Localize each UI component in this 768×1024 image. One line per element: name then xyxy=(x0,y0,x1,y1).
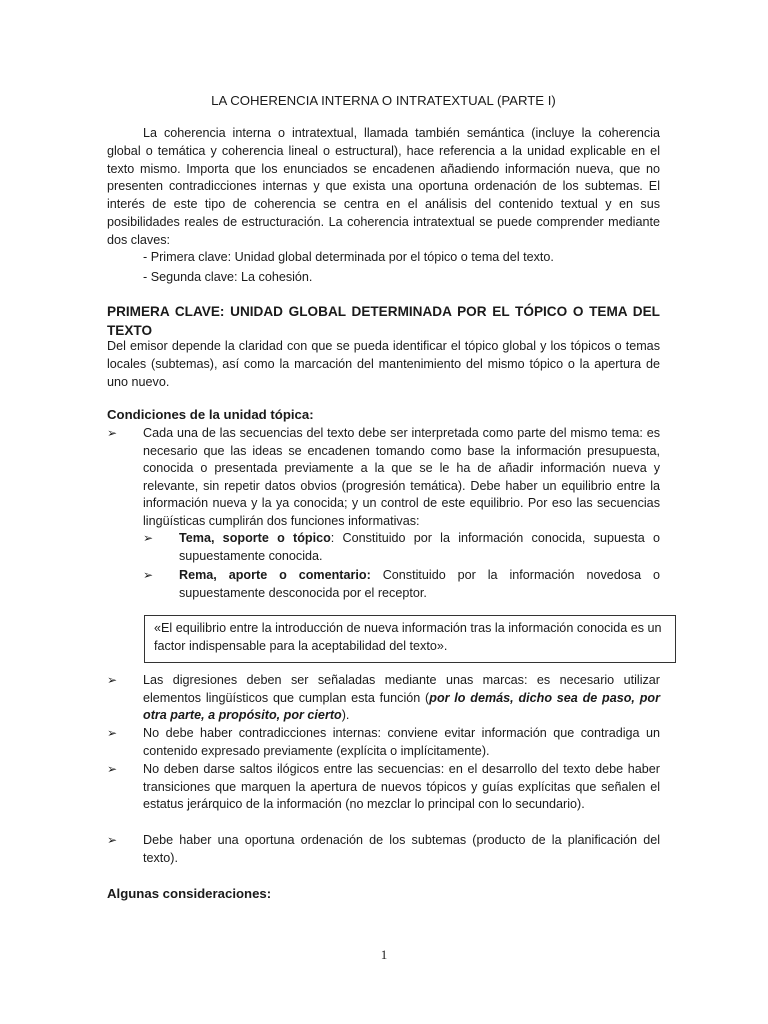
considerations-heading: Algunas consideraciones: xyxy=(107,886,272,901)
page-number: 1 xyxy=(380,947,388,962)
sub-bullet-text: Rema, aporte o comentario: Constituido por la información novedosa o supuestamente desconocida por el receptor. xyxy=(179,568,660,600)
conditions-heading: Condiciones de la unidad tópica: xyxy=(107,407,314,422)
bullet-text: Las digresiones deben ser señaladas mediante unas marcas: es necesario utilizar elementos lingüísticos que cumplan esta función (por lo demás, dicho sea de paso, por otra parte, a propósito, por cierto). xyxy=(143,673,660,723)
arrow-bullet-icon: ➢ xyxy=(107,426,118,440)
key-item-2: - Segunda clave: La cohesión. xyxy=(143,270,313,284)
key-item-1: - Primera clave: Unidad global determinada por el tópico o tema del texto. xyxy=(143,250,554,264)
section1-paragraph: Del emisor depende la claridad con que se pueda identificar el tópico global y los tópicos o temas locales (subtemas), así como la marcación del mantenimiento del mismo tópico o la apertura de uno nuevo. xyxy=(107,339,660,389)
section1-heading: PRIMERA CLAVE: UNIDAD GLOBAL DETERMINADA POR EL TÓPICO O TEMA DEL TEXTO xyxy=(107,304,660,338)
document-title: LA COHERENCIA INTERNA O INTRATEXTUAL (PARTE I) xyxy=(211,93,556,108)
arrow-bullet-icon: ➢ xyxy=(107,673,118,687)
sub-bullet-text: Tema, soporte o tópico: Constituido por la información conocida, supuesta o supuestamente conocida. xyxy=(179,531,660,563)
arrow-bullet-icon: ➢ xyxy=(107,726,118,740)
arrow-bullet-icon: ➢ xyxy=(107,762,118,776)
intro-paragraph: La coherencia interna o intratextual, llamada también semántica (incluye la coherencia global o temática y coherencia lineal o estructural), hace referencia a la unidad explicable en el texto mismo. Importa que los enunciados se encadenen añadiendo información nueva, que no presenten contradicciones internas y que exista una oportuna ordenación de los subtemas. El interés de este tipo de coherencia se centra en el análisis del contenido textual y en sus posibilidades reales de estructuración. La coherencia intratextual se puede comprender mediante dos claves: xyxy=(107,126,660,247)
bullet-text: No debe haber contradicciones internas: conviene evitar información que contradiga un contenido expresado previamente (explícita o implícitamente). xyxy=(143,726,660,758)
arrow-bullet-icon: ➢ xyxy=(143,568,154,582)
quote-box: «El equilibrio entre la introducción de nueva información tras la información conocida es un factor indispensable para la aceptabilidad del texto». xyxy=(144,615,676,663)
bullet-text: Cada una de las secuencias del texto debe ser interpretada como parte del mismo tema: es necesario que las ideas se encadenen tomando como base la información presupuesta, conocida o presentada previamente a la que se le ha de añadir información nueva y relevante, sin repetir datos obvios (progresión temática). Debe haber un equilibrio entre la información nueva y la ya conocida; y un control de este equilibrio. Por eso las secuencias lingüísticas cumplirán dos funciones informativas: xyxy=(143,426,660,528)
term-tema: Tema, soporte o tópico xyxy=(179,531,331,545)
bullet-text: No deben darse saltos ilógicos entre las secuencias: en el desarrollo del texto debe haber transiciones que marquen la apertura de nuevos tópicos y guías explícitas que señalen el estatus jerárquico de la información (no mezclar lo principal con lo secundario). xyxy=(143,762,660,812)
connectors-example: por lo demás, dicho sea de paso, por otra parte, a propósito, por cierto xyxy=(143,690,660,723)
arrow-bullet-icon: ➢ xyxy=(107,833,118,847)
arrow-bullet-icon: ➢ xyxy=(143,531,154,545)
bullet-text: Debe haber una oportuna ordenación de los subtemas (producto de la planificación del texto). xyxy=(143,833,660,865)
term-rema: Rema, aporte o comentario: xyxy=(179,568,371,582)
